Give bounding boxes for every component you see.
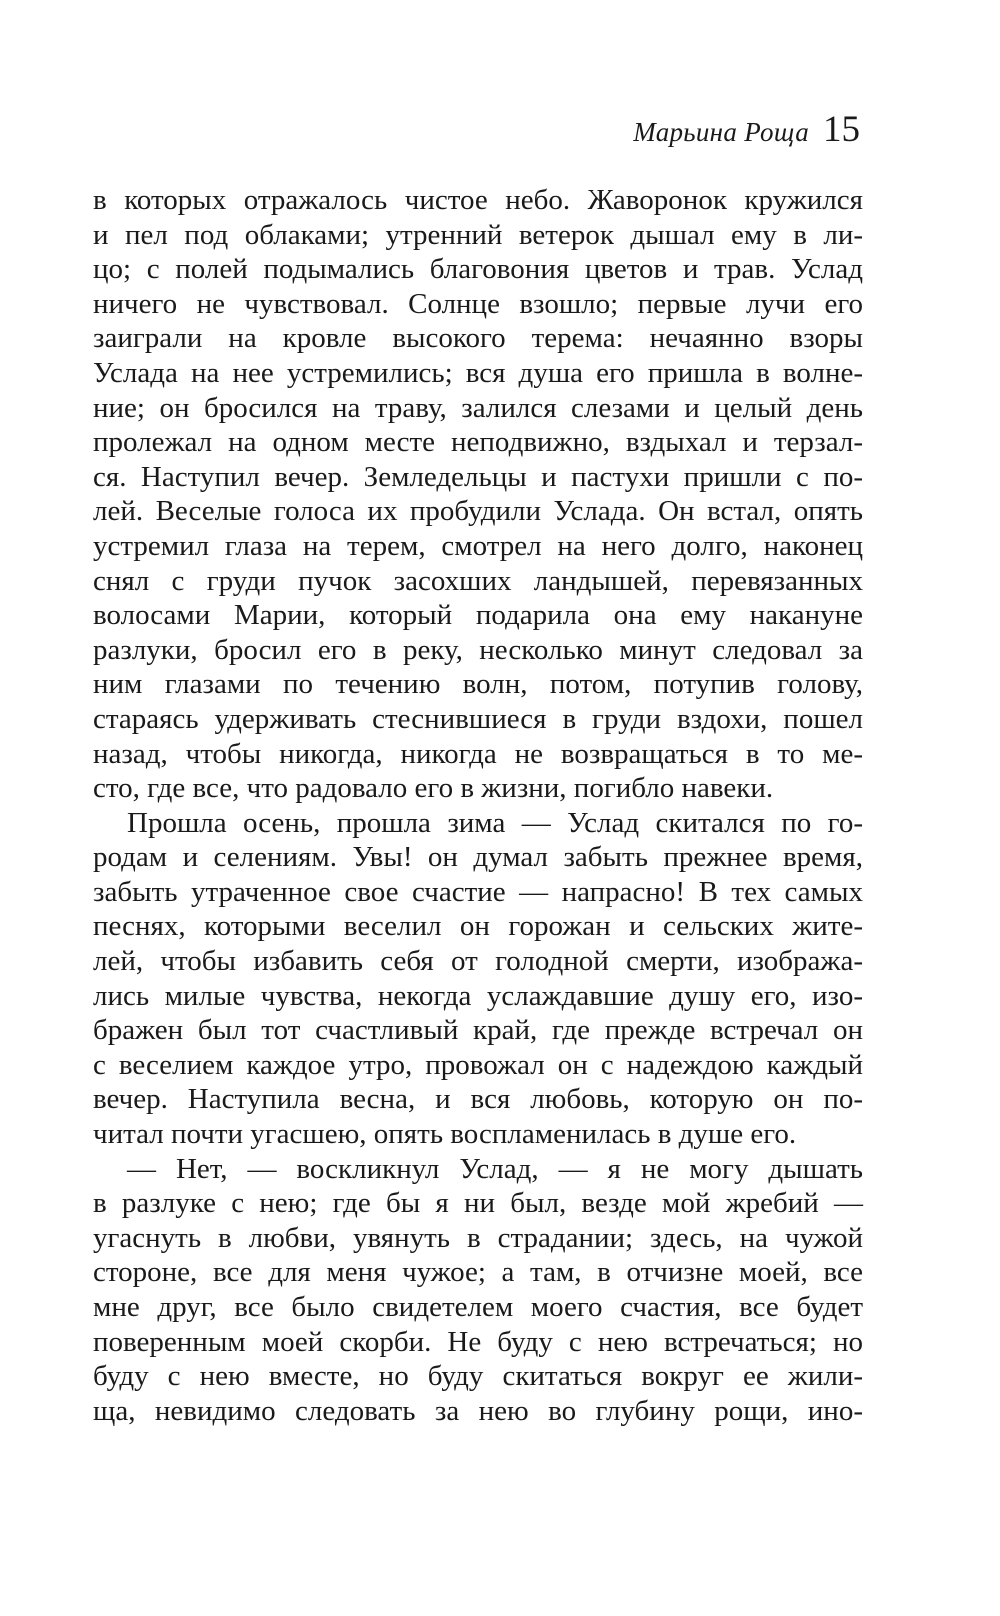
text-line: волосами Марии, который подарила она ему накануне <box>93 599 863 632</box>
text-line: снял с груди пучок засохших ландышей, перевязанных <box>93 564 863 597</box>
text-line: мне друг, все было свидетелем моего счастия, все будет <box>93 1291 863 1323</box>
text-line: вечер. Наступила весна, и вся любовь, которую он по- <box>93 1083 863 1116</box>
running-title: Марьина Роща <box>633 117 809 147</box>
paragraph-start-line: Прошла осень, прошла зима — Услад скитался по го- <box>127 806 863 839</box>
text-line: разлуки, бросил его в реку, несколько минут следовал за <box>93 633 863 666</box>
text-line: заиграли на кровле высокого терема: нечаянно взоры <box>93 322 863 355</box>
text-line: родам и селениям. Увы! он думал забыть прежнее время, <box>93 841 863 874</box>
text-line: цо; с полей подымались благовония цветов и трав. Услад <box>93 253 863 286</box>
text-line: с веселием каждое утро, провожал он с надеждою каждый <box>93 1048 863 1081</box>
text-line: забыть утраченное свое счастие — напрасно! В тех самых <box>93 875 863 908</box>
text-line: угаснуть в любви, увянуть в страдании; здесь, на чужой <box>93 1221 863 1254</box>
text-line: в разлуке с нею; где бы я ни был, везде мой жребий — <box>93 1187 863 1220</box>
text-line: бражен был тот счастливый край, где прежде встречал он <box>93 1014 863 1047</box>
text-line: песнях, которыми веселил он горожан и сельских жите- <box>93 910 863 943</box>
page-number: 15 <box>823 109 860 150</box>
paragraph-start-line: — Нет, — воскликнул Услад, — я не могу дышать <box>127 1152 863 1185</box>
paragraph-end-line: читал почти угасшею, опять воспламенилась в душе его. <box>93 1118 797 1151</box>
text-line: стараясь удерживать стеснившиеся в груди вздохи, пошел <box>93 702 863 735</box>
text-line: стороне, все для меня чужое; а там, в отчизне моей, все <box>93 1256 863 1289</box>
text-line: ся. Наступил вечер. Земледельцы и пастухи пришли с по- <box>93 460 863 493</box>
text-line: пролежал на одном месте неподвижно, вздыхал и терзал- <box>93 426 863 459</box>
text-line: ним глазами по течению волн, потом, потупив голову, <box>93 668 863 701</box>
text-line: ща, невидимо следовать за нею во глубину рощи, ино- <box>93 1394 863 1427</box>
text-line: устремил глаза на терем, смотрел на него долго, наконец <box>93 529 863 562</box>
text-line: назад, чтобы никогда, никогда не возвращаться в то ме- <box>93 737 863 770</box>
text-line: в которых отражалось чистое небо. Жаворонок кружился <box>93 184 863 216</box>
text-line: ние; он бросился на траву, залился слезами и целый день <box>93 391 863 424</box>
text-line: и пел под облаками; утренний ветерок дышал ему в ли- <box>93 218 863 251</box>
text-line: поверенным моей скорби. Не буду с нею встречаться; но <box>93 1325 863 1358</box>
text-line: лись милые чувства, некогда услаждавшие душу его, изо- <box>93 979 863 1012</box>
body-text <box>93 183 863 1428</box>
text-line: Услада на нее устремились; вся душа его пришла в волне- <box>93 356 863 389</box>
page-header <box>633 108 860 151</box>
text-line: лей, чтобы избавить себя от голодной смерти, изобража- <box>93 945 863 978</box>
text-line: лей. Веселые голоса их пробудили Услада. Он встал, опять <box>93 495 863 528</box>
text-line: буду с нею вместе, но буду скитаться вокруг ее жили- <box>93 1360 863 1393</box>
paragraph-end-line: сто, где все, что радовало его в жизни, погибло навеки. <box>93 772 774 805</box>
text-line: ничего не чувствовал. Солнце взошло; первые лучи его <box>93 287 863 320</box>
